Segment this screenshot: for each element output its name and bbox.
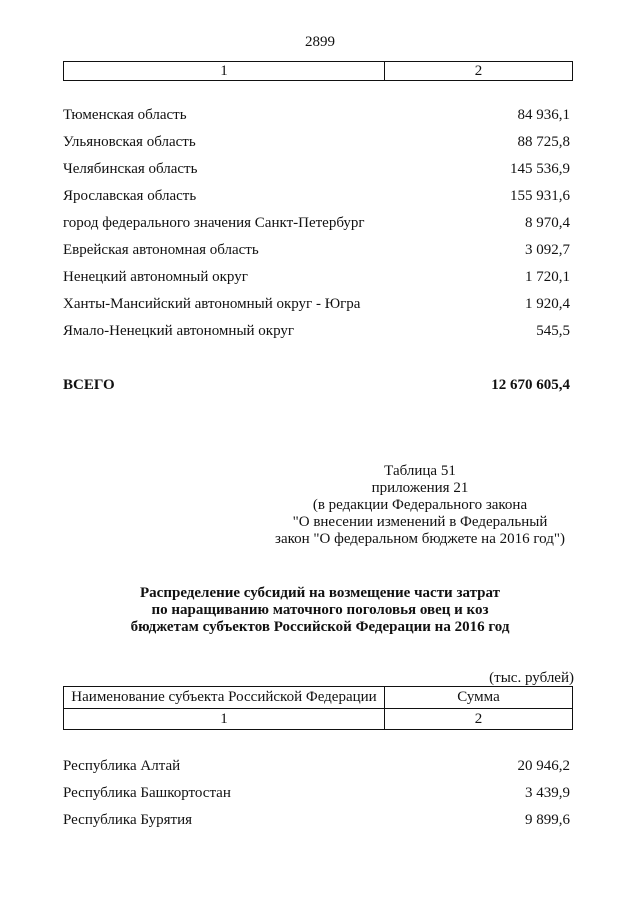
column-number-1: 1 <box>64 62 385 80</box>
region-value: 155 931,6 <box>510 188 570 204</box>
region-name: Еврейская автономная область <box>63 242 259 258</box>
table-row <box>63 267 570 287</box>
table-row <box>63 810 570 830</box>
region-name: Тюменская область <box>63 107 187 123</box>
column-number-header <box>63 708 573 730</box>
region-name: Ямало-Ненецкий автономный округ <box>63 323 295 339</box>
table-row <box>63 159 570 179</box>
region-name: Челябинская область <box>63 161 198 177</box>
column-number-header <box>63 61 573 81</box>
table-row <box>63 294 570 314</box>
table-row <box>63 132 570 152</box>
caption-line: закон "О федеральном бюджете на 2016 год") <box>275 531 565 547</box>
units-label: (тыс. рублей) <box>489 670 574 686</box>
region-value: 8 970,4 <box>525 215 570 231</box>
caption-line: "О внесении изменений в Федеральный <box>292 514 548 530</box>
region-value: 20 946,2 <box>517 758 570 774</box>
region-value: 545,5 <box>536 323 570 339</box>
column-number-2: 2 <box>474 63 483 79</box>
caption-line: Таблица 51 <box>384 463 456 479</box>
region-value: 3 439,9 <box>525 785 570 801</box>
column-number-1: 1 <box>64 709 385 729</box>
region-name: Республика Башкортостан <box>63 785 231 801</box>
table-row <box>63 105 570 125</box>
region-name: Ярославская область <box>63 188 197 204</box>
region-name: Республика Бурятия <box>63 812 193 828</box>
region-name: Ханты-Мансийский автономный округ - Югра <box>63 296 361 312</box>
title-line: бюджетам субъектов Российской Федерации на 2016 год <box>130 619 510 635</box>
header-subject-name: Наименование субъекта Российской Федерации <box>64 687 385 708</box>
table-row <box>63 783 570 803</box>
caption-line: (в редакции Федерального закона <box>312 497 528 513</box>
table-row <box>63 186 570 206</box>
table-row <box>63 240 570 260</box>
total-label: ВСЕГО <box>63 377 115 393</box>
region-value: 1 920,4 <box>525 296 570 312</box>
region-value: 3 092,7 <box>525 242 570 258</box>
title-line: Распределение субсидий на возмещение части затрат <box>140 585 500 601</box>
total-row <box>63 375 570 395</box>
region-name: Ненецкий автономный округ <box>63 269 248 285</box>
caption-line: приложения 21 <box>371 480 469 496</box>
region-value: 145 536,9 <box>510 161 570 177</box>
header-amount: Сумма <box>457 689 500 705</box>
column-number-2: 2 <box>474 711 483 727</box>
table-row <box>63 213 570 233</box>
region-name: город федерального значения Санкт-Петербург <box>63 215 365 231</box>
title-line: по наращиванию маточного поголовья овец и коз <box>151 602 489 618</box>
table-row <box>63 756 570 776</box>
region-value: 88 725,8 <box>517 134 570 150</box>
table-header <box>63 686 573 709</box>
table-row <box>63 321 570 341</box>
region-name: Ульяновская область <box>63 134 196 150</box>
page-number: 2899 <box>305 34 335 50</box>
total-value: 12 670 605,4 <box>491 377 570 393</box>
region-name: Республика Алтай <box>63 758 181 774</box>
region-value: 1 720,1 <box>525 269 570 285</box>
region-value: 9 899,6 <box>525 812 570 828</box>
region-value: 84 936,1 <box>517 107 570 123</box>
